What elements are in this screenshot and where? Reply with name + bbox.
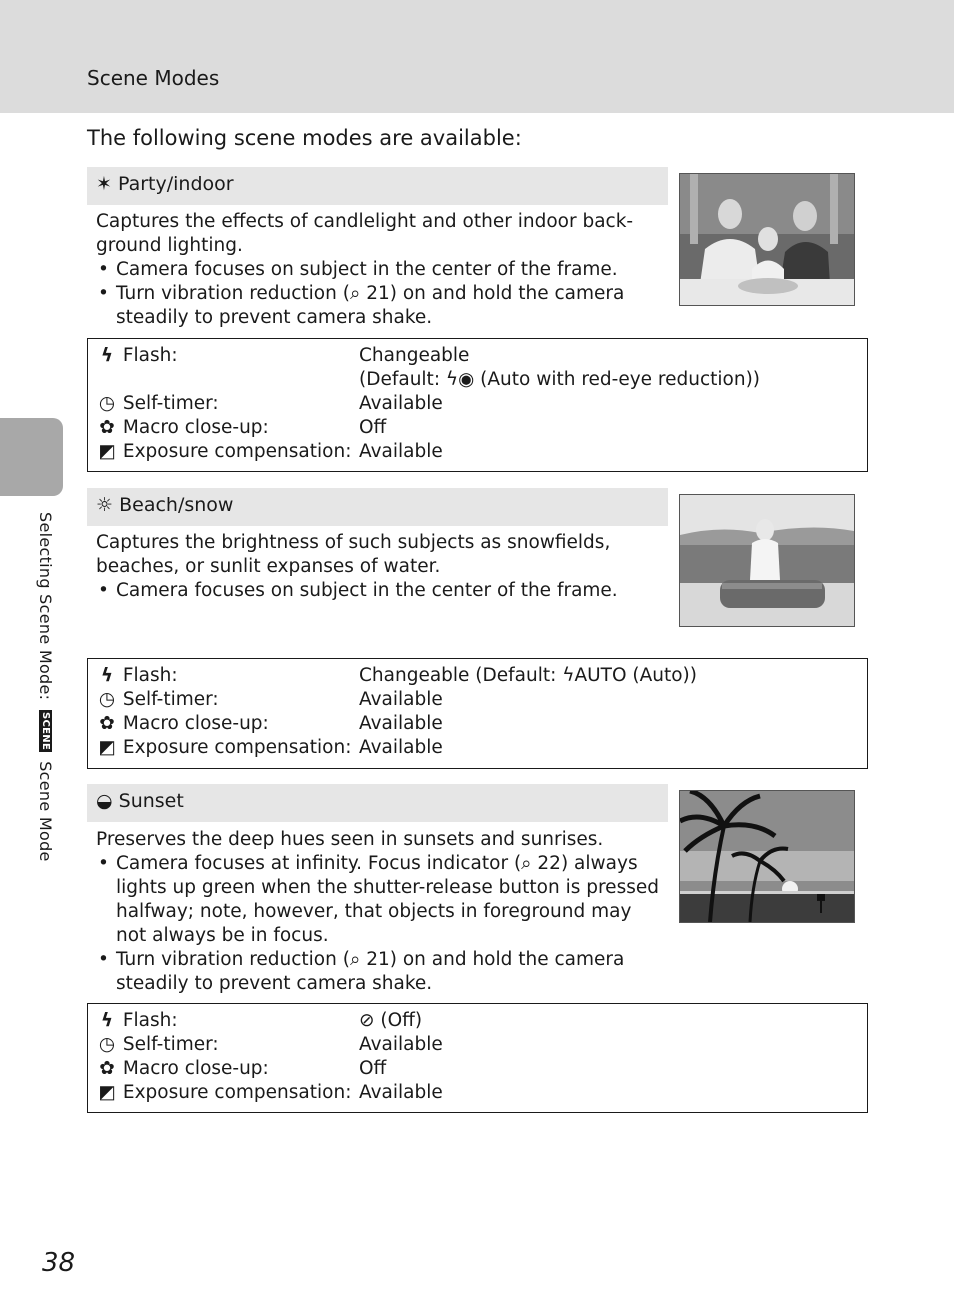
setting-value: ⊘ (Off) <box>359 1010 423 1031</box>
self-timer-icon: ◷ <box>98 689 116 710</box>
party-photo <box>679 173 855 306</box>
side-prefix: Selecting Scene Mode: <box>36 512 55 701</box>
setting-row-self-timer <box>97 392 867 416</box>
setting-label: Macro close-up: <box>122 1058 269 1079</box>
setting-label: Self-timer: <box>122 393 219 414</box>
setting-row-macro <box>97 416 867 440</box>
macro-flower-icon: ✿ <box>99 713 115 734</box>
flash-icon: ϟ <box>100 345 114 366</box>
self-timer-icon: ◷ <box>98 393 116 414</box>
setting-row-exposure <box>97 736 867 760</box>
beach-photo <box>679 494 855 627</box>
settings-box-party <box>87 338 868 472</box>
exposure-compensation-icon: ◩ <box>98 1082 116 1103</box>
bullet-item: • Camera focuses at infinity. Focus indicator (⌕ 22) always lights up green when the shutter-release button is pressed halfway; note, however, that objects in foreground may not always be in focus. <box>96 852 662 948</box>
setting-label: Self-timer: <box>122 1034 219 1055</box>
setting-row-exposure <box>97 440 867 464</box>
beach-snow-icon: ☼ <box>96 494 114 516</box>
setting-row-self-timer <box>97 1033 867 1057</box>
setting-value: Available <box>359 689 443 710</box>
section-description-party <box>96 210 662 330</box>
setting-value: Available <box>359 737 443 758</box>
setting-value: Off <box>359 1058 387 1079</box>
setting-value-note: (Default: ϟ◉ (Auto with red-eye reduction)) <box>359 369 761 390</box>
side-suffix: Scene Mode <box>36 761 55 862</box>
chapter-tab <box>0 418 63 496</box>
setting-value: Available <box>359 713 443 734</box>
setting-row-macro <box>97 712 867 736</box>
bullet-item: • Turn vibration reduction (⌕ 21) on and hold the camera steadily to prevent camera shake. <box>96 282 662 330</box>
intro-text: The following scene modes are available: <box>87 126 522 150</box>
setting-value: Off <box>359 417 387 438</box>
section-description-sunset <box>96 828 662 996</box>
bullet-item: • Turn vibration reduction (⌕ 21) on and hold the camera steadily to prevent camera shake. <box>96 948 662 996</box>
section-header-party <box>87 167 668 205</box>
side-chapter-label <box>36 512 55 862</box>
section-paragraph: Captures the effects of candlelight and other indoor back-ground lighting. <box>96 211 634 256</box>
setting-label: Flash: <box>122 665 178 686</box>
setting-label: Self-timer: <box>122 689 219 710</box>
page-header <box>0 0 954 113</box>
settings-box-beach-snow <box>87 658 868 769</box>
setting-row-flash <box>97 664 867 688</box>
setting-value: Available <box>359 393 443 414</box>
exposure-compensation-icon: ◩ <box>98 441 116 462</box>
flash-icon: ϟ <box>100 665 114 686</box>
setting-value: Available <box>359 1034 443 1055</box>
setting-value: Changeable (Default: ϟAUTO (Auto)) <box>359 665 697 686</box>
setting-row-flash <box>97 344 867 368</box>
settings-box-sunset <box>87 1003 868 1113</box>
section-paragraph: Preserves the deep hues seen in sunsets and sunrises. <box>96 829 604 850</box>
section-title: Beach/snow <box>119 494 234 516</box>
section-header-sunset <box>87 784 668 822</box>
setting-row-flash <box>97 1009 867 1033</box>
setting-value: Changeable <box>359 345 470 366</box>
bullet-item: • Camera focuses on subject in the center of the frame. <box>96 258 662 282</box>
scene-badge-icon: SCENE <box>40 711 51 750</box>
setting-row-flash-note <box>97 368 867 392</box>
sunset-photo <box>679 790 855 923</box>
macro-flower-icon: ✿ <box>99 417 115 438</box>
page-number: 38 <box>42 1248 76 1278</box>
flash-icon: ϟ <box>100 1010 114 1031</box>
section-description-beach-snow <box>96 531 662 603</box>
setting-row-macro <box>97 1057 867 1081</box>
setting-row-exposure <box>97 1081 867 1105</box>
bullet-item: • Camera focuses on subject in the center of the frame. <box>96 579 662 603</box>
section-paragraph: Captures the brightness of such subjects as snowfields, beaches, or sunlit expanses of water. <box>96 532 611 577</box>
section-title: Sunset <box>118 790 184 812</box>
setting-label: Exposure compensation: <box>122 441 352 462</box>
setting-label: Flash: <box>122 345 178 366</box>
macro-flower-icon: ✿ <box>99 1058 115 1079</box>
section-title: Party/indoor <box>117 173 234 195</box>
section-header-beach-snow <box>87 488 668 526</box>
setting-label: Exposure compensation: <box>122 1082 352 1103</box>
setting-label: Macro close-up: <box>122 713 269 734</box>
sunset-icon: ◒ <box>96 790 113 812</box>
setting-label: Flash: <box>122 1010 178 1031</box>
exposure-compensation-icon: ◩ <box>98 737 116 758</box>
party-icon: ✶ <box>96 173 112 195</box>
setting-row-self-timer <box>97 688 867 712</box>
setting-value: Available <box>359 1082 443 1103</box>
setting-label: Macro close-up: <box>122 417 269 438</box>
setting-label: Exposure compensation: <box>122 737 352 758</box>
self-timer-icon: ◷ <box>98 1034 116 1055</box>
setting-value: Available <box>359 441 443 462</box>
header-title: Scene Modes <box>87 66 220 90</box>
